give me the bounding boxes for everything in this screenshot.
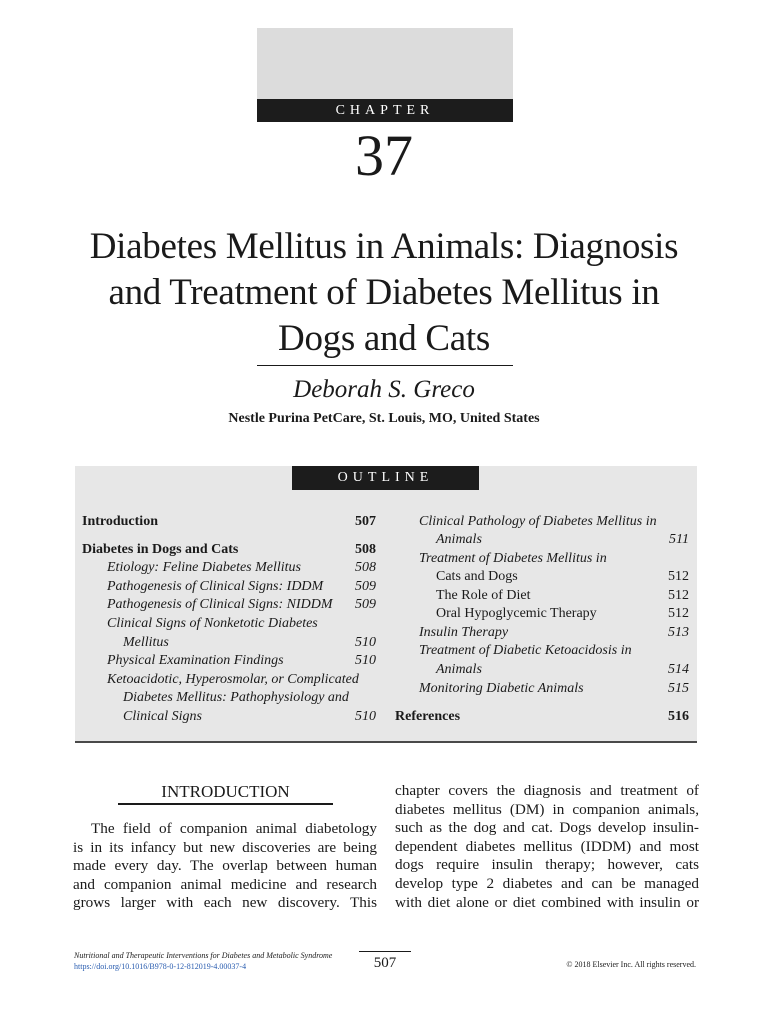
body-line: grows larger with each new discovery. This xyxy=(73,894,377,912)
outline-entry-page: 512 xyxy=(668,606,689,621)
body-line: with diet alone or diet combined with insulin or xyxy=(395,893,699,911)
footer-page-number: 507 xyxy=(373,955,397,971)
chapter-label: CHAPTER xyxy=(257,99,513,122)
outline-entry-label: Treatment of Diabetes Mellitus in xyxy=(419,551,607,566)
body-column-right xyxy=(395,782,699,912)
outline-entry-page: 508 xyxy=(355,542,376,557)
outline-entry[interactable] xyxy=(0,680,768,699)
outline-entry-page: 510 xyxy=(355,709,376,724)
outline-entry-label: Oral Hypoglycemic Therapy xyxy=(436,606,597,621)
outline-entry[interactable] xyxy=(0,642,768,661)
outline-entry[interactable] xyxy=(0,568,768,587)
chapter-number: 37 xyxy=(355,123,413,188)
body-line: dogs require insulin therapy; however, cats xyxy=(395,856,699,874)
body-line: diabetes mellitus (DM) in companion animals, xyxy=(395,800,699,818)
outline-entry-page: 507 xyxy=(355,514,376,529)
chapter-title-line: Dogs and Cats xyxy=(278,318,490,359)
outline-entry-label: References xyxy=(395,709,461,724)
chapter-title xyxy=(40,224,728,362)
outline-entry-label: Animals xyxy=(436,532,482,547)
title-divider xyxy=(257,365,513,366)
outline-entry-page: 513 xyxy=(668,625,689,640)
footer-doi-link[interactable]: https://doi.org/10.1016/B978-0-12-812019-4.00037-4 xyxy=(74,962,247,971)
outline-entry-label: Clinical Signs of Nonketotic Diabetes xyxy=(107,616,318,631)
outline-entry-page: 516 xyxy=(668,709,689,724)
body-line: chapter covers the diagnosis and treatment of xyxy=(395,782,699,799)
outline-entry-page: 511 xyxy=(669,532,689,547)
outline-entry-label: Clinical Pathology of Diabetes Mellitus in xyxy=(419,514,657,529)
body-line: and companion animal medicine and research xyxy=(73,875,377,893)
body-column-left xyxy=(73,820,377,913)
outline-entry-label: Cats and Dogs xyxy=(436,569,518,584)
outline-entry[interactable] xyxy=(0,513,768,532)
outline-entry-label: Diabetes Mellitus: Pathophysiology and xyxy=(123,690,349,705)
footer-copyright: © 2018 Elsevier Inc. All rights reserved. xyxy=(566,960,696,969)
outline-entry[interactable] xyxy=(0,661,768,680)
outline-entry-label: Ketoacidotic, Hyperosmolar, or Complicated xyxy=(107,672,359,687)
outline-entry[interactable] xyxy=(0,624,768,643)
chapter-banner-block xyxy=(257,28,513,100)
outline-entry-page: 510 xyxy=(355,635,376,650)
outline-entry-page: 514 xyxy=(668,662,689,677)
outline-entry-label: Monitoring Diabetic Animals xyxy=(419,681,584,696)
outline-entry-label: Animals xyxy=(436,662,482,677)
body-line: develop type 2 diabetes and can be managed xyxy=(395,874,699,892)
outline-entry-label: Diabetes in Dogs and Cats xyxy=(82,542,239,557)
outline-entry-label: Etiology: Feline Diabetes Mellitus xyxy=(107,560,302,575)
outline-entry[interactable] xyxy=(0,605,768,624)
outline-label: OUTLINE xyxy=(292,466,479,490)
body-line: made every day. The overlap between human xyxy=(73,857,377,875)
author-affiliation: Nestle Purina PetCare, St. Louis, MO, United States xyxy=(228,411,540,426)
outline-entry-page: 510 xyxy=(355,653,376,668)
chapter-title-line: Diabetes Mellitus in Animals: Diagnosis xyxy=(89,226,679,267)
outline-entry-label: Pathogenesis of Clinical Signs: IDDM xyxy=(107,579,324,594)
author-name: Deborah S. Greco xyxy=(293,376,475,403)
outline-entry-label: Insulin Therapy xyxy=(419,625,509,640)
outline-entry-page: 509 xyxy=(355,579,376,594)
footer-page-rule xyxy=(359,951,411,952)
outline-entry-label: The Role of Diet xyxy=(436,588,531,603)
outline-entry-label: Introduction xyxy=(82,514,158,529)
outline-entry[interactable] xyxy=(0,587,768,606)
body-line: The field of companion animal diabetology xyxy=(91,820,377,837)
outline-entry-label: Physical Examination Findings xyxy=(107,653,284,668)
outline-entry-page: 508 xyxy=(355,560,376,575)
outline-entry-label: Treatment of Diabetic Ketoacidosis in xyxy=(419,643,632,658)
outline-entry-label: Pathogenesis of Clinical Signs: NIDDM xyxy=(107,597,333,612)
outline-entry-label: Clinical Signs xyxy=(123,709,202,724)
outline-entry-label: Mellitus xyxy=(123,635,169,650)
outline-entry[interactable] xyxy=(0,708,768,727)
section-heading-rule xyxy=(118,803,333,805)
outline-entry-page: 509 xyxy=(355,597,376,612)
outline-entry[interactable] xyxy=(0,550,768,569)
section-heading: INTRODUCTION xyxy=(161,782,290,801)
outline-entry-page: 512 xyxy=(668,588,689,603)
outline-entry-page: 515 xyxy=(668,681,689,696)
body-line: dependent diabetes mellitus (IDDM) and most xyxy=(395,837,699,855)
outline-entry[interactable] xyxy=(0,531,768,550)
footer-book-title: Nutritional and Therapeutic Interventions for Diabetes and Metabolic Syndrome xyxy=(74,951,333,960)
body-line: is in its infancy but new discoveries are being xyxy=(73,838,377,856)
chapter-title-line: and Treatment of Diabetes Mellitus in xyxy=(108,272,660,313)
outline-entry-page: 512 xyxy=(668,569,689,584)
body-line: such as the dog and cat. Dogs develop insulin- xyxy=(395,819,699,837)
